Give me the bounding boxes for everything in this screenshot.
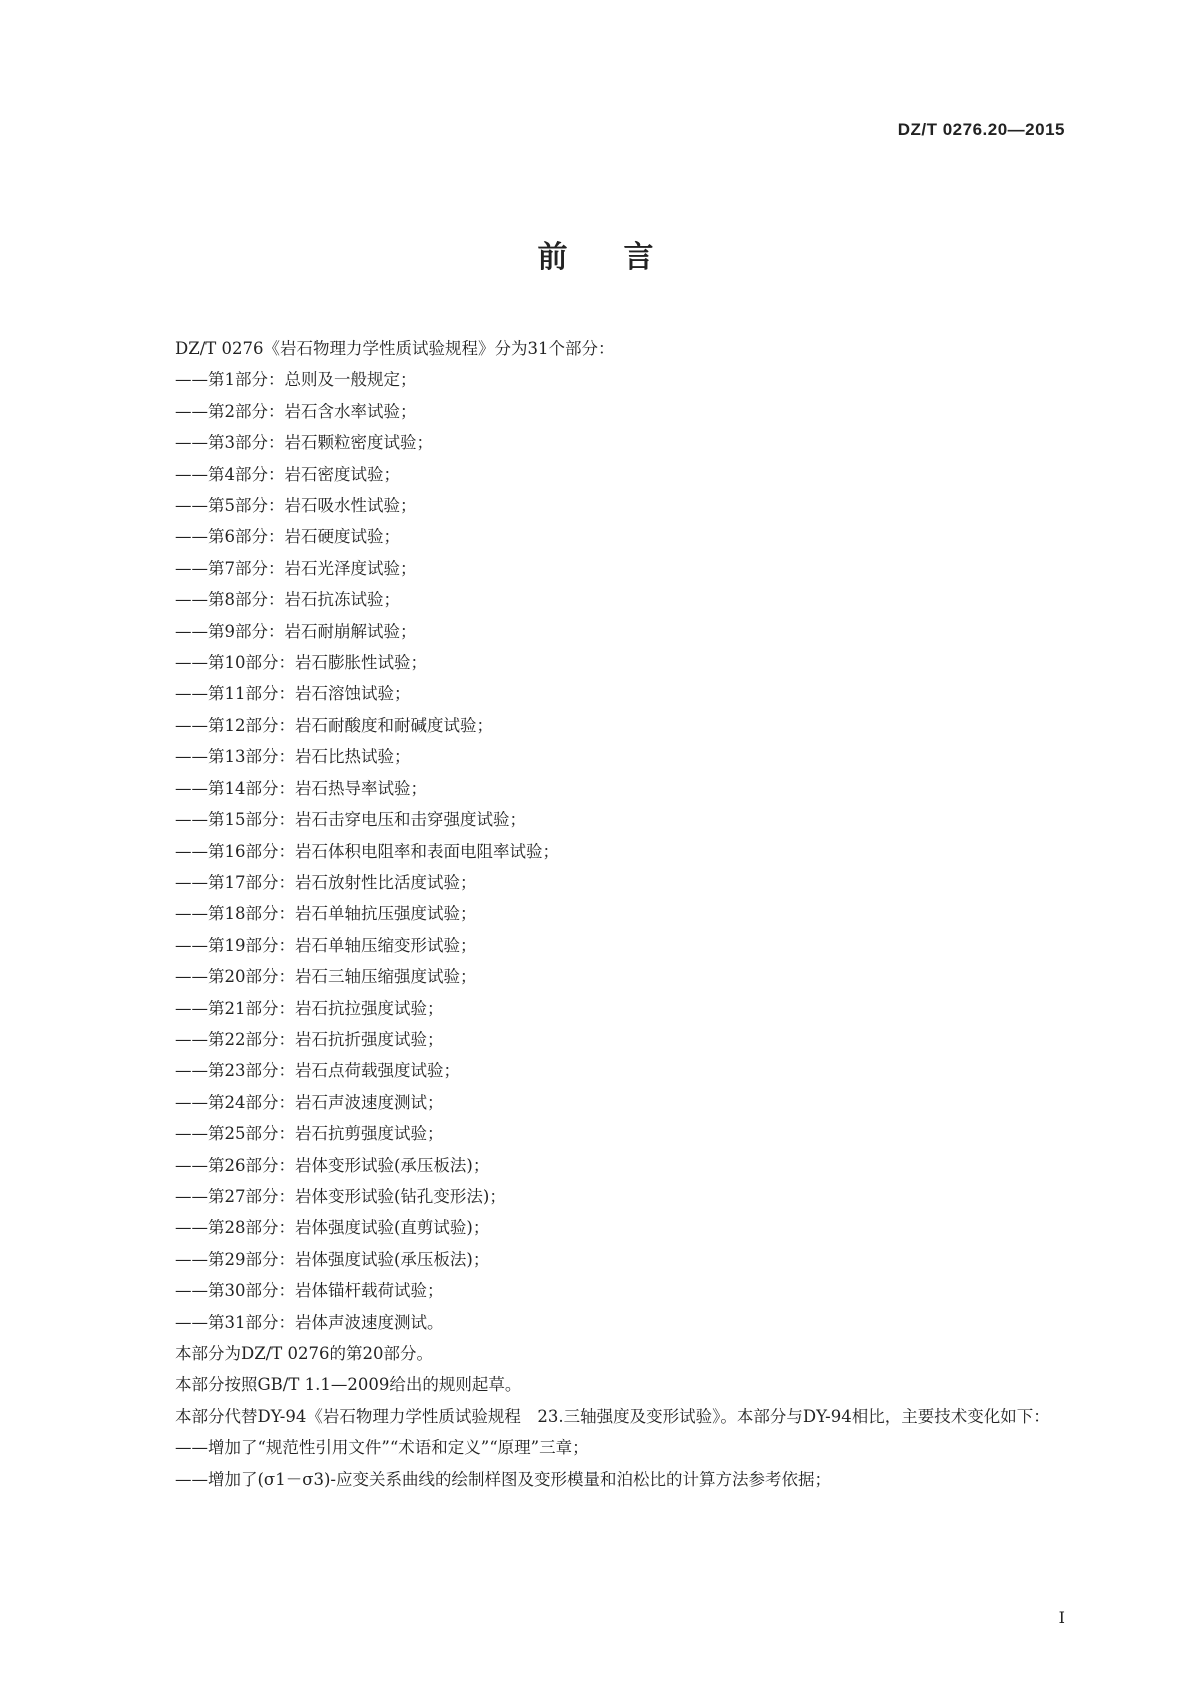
list-item: ——第17部分：岩石放射性比活度试验； [175, 872, 477, 892]
list-item: ——第21部分：岩石抗拉强度试验； [175, 998, 444, 1018]
list-item: ——第11部分：岩石溶蚀试验； [175, 684, 411, 704]
list-item: ——第12部分：岩石耐酸度和耐碱度试验； [175, 715, 493, 735]
foreword-body [175, 333, 1067, 1495]
list-item: ——第14部分：岩石热导率试验； [175, 778, 427, 798]
list-item: ——第26部分：岩体变形试验(承压板法)； [175, 1155, 490, 1175]
list-item: ——第29部分：岩体强度试验(承压板法)； [175, 1249, 490, 1269]
page-number: I [1058, 1608, 1065, 1627]
list-item: ——第4部分：岩石密度试验； [175, 464, 400, 484]
change-item: ——增加了(σ1－σ3)-应变关系曲线的绘制样图及变形模量和泊松比的计算方法参考依据； [175, 1469, 831, 1489]
list-item: ——第7部分：岩石光泽度试验； [175, 558, 417, 578]
list-item: ——第2部分：岩石含水率试验； [175, 401, 417, 421]
list-item: ——第5部分：岩石吸水性试验； [175, 496, 417, 516]
list-item: ——第16部分：岩石体积电阻率和表面电阻率试验； [175, 841, 559, 861]
list-item: ——第3部分：岩石颗粒密度试验； [175, 433, 433, 453]
standard-code: DZ/T 0276.20—2015 [897, 120, 1065, 139]
list-item: ——第27部分：岩体变形试验(钻孔变形法)； [175, 1186, 506, 1206]
list-item: ——第6部分：岩石硬度试验； [175, 527, 400, 547]
intro-paragraph: DZ/T 0276《岩石物理力学性质试验规程》分为31个部分： [175, 339, 615, 358]
list-item: ——第19部分：岩石单轴压缩变形试验； [175, 935, 477, 955]
replaces-statement: 本部分代替DY-94《岩石物理力学性质试验规程 23.三轴强度及变形试验》。本部分与DY-94相比，主要技术变化如下： [175, 1406, 1050, 1426]
list-item: ——第20部分：岩石三轴压缩强度试验； [175, 967, 477, 987]
list-item: ——第31部分：岩体声波速度测试。 [175, 1312, 444, 1332]
parts-list [175, 364, 1067, 1338]
part-of-statement: 本部分为DZ/T 0276的第20部分。 [175, 1344, 433, 1363]
list-item: ——第18部分：岩石单轴抗压强度试验； [175, 904, 477, 924]
list-item: ——第1部分：总则及一般规定； [175, 370, 417, 390]
list-item: ——第13部分：岩石比热试验； [175, 747, 411, 767]
list-item: ——第23部分：岩石点荷载强度试验； [175, 1061, 460, 1081]
list-item: ——第25部分：岩石抗剪强度试验； [175, 1124, 444, 1144]
list-item: ——第8部分：岩石抗冻试验； [175, 590, 400, 610]
list-item: ——第10部分：岩石膨胀性试验； [175, 653, 427, 673]
change-item: ——增加了“规范性引用文件”“术语和定义”“原理”三章； [175, 1438, 589, 1458]
list-item: ——第30部分：岩体锚杆载荷试验； [175, 1281, 444, 1301]
page-title: 前言 [537, 240, 710, 275]
list-item: ——第24部分：岩石声波速度测试； [175, 1092, 444, 1112]
list-item: ——第28部分：岩体强度试验(直剪试验)； [175, 1218, 490, 1238]
list-item: ——第15部分：岩石击穿电压和击穿强度试验； [175, 810, 526, 830]
list-item: ——第22部分：岩石抗折强度试验； [175, 1029, 444, 1049]
list-item: ——第9部分：岩石耐崩解试验； [175, 621, 417, 641]
drafting-rules-statement: 本部分按照GB/T 1.1—2009给出的规则起草。 [175, 1375, 522, 1395]
